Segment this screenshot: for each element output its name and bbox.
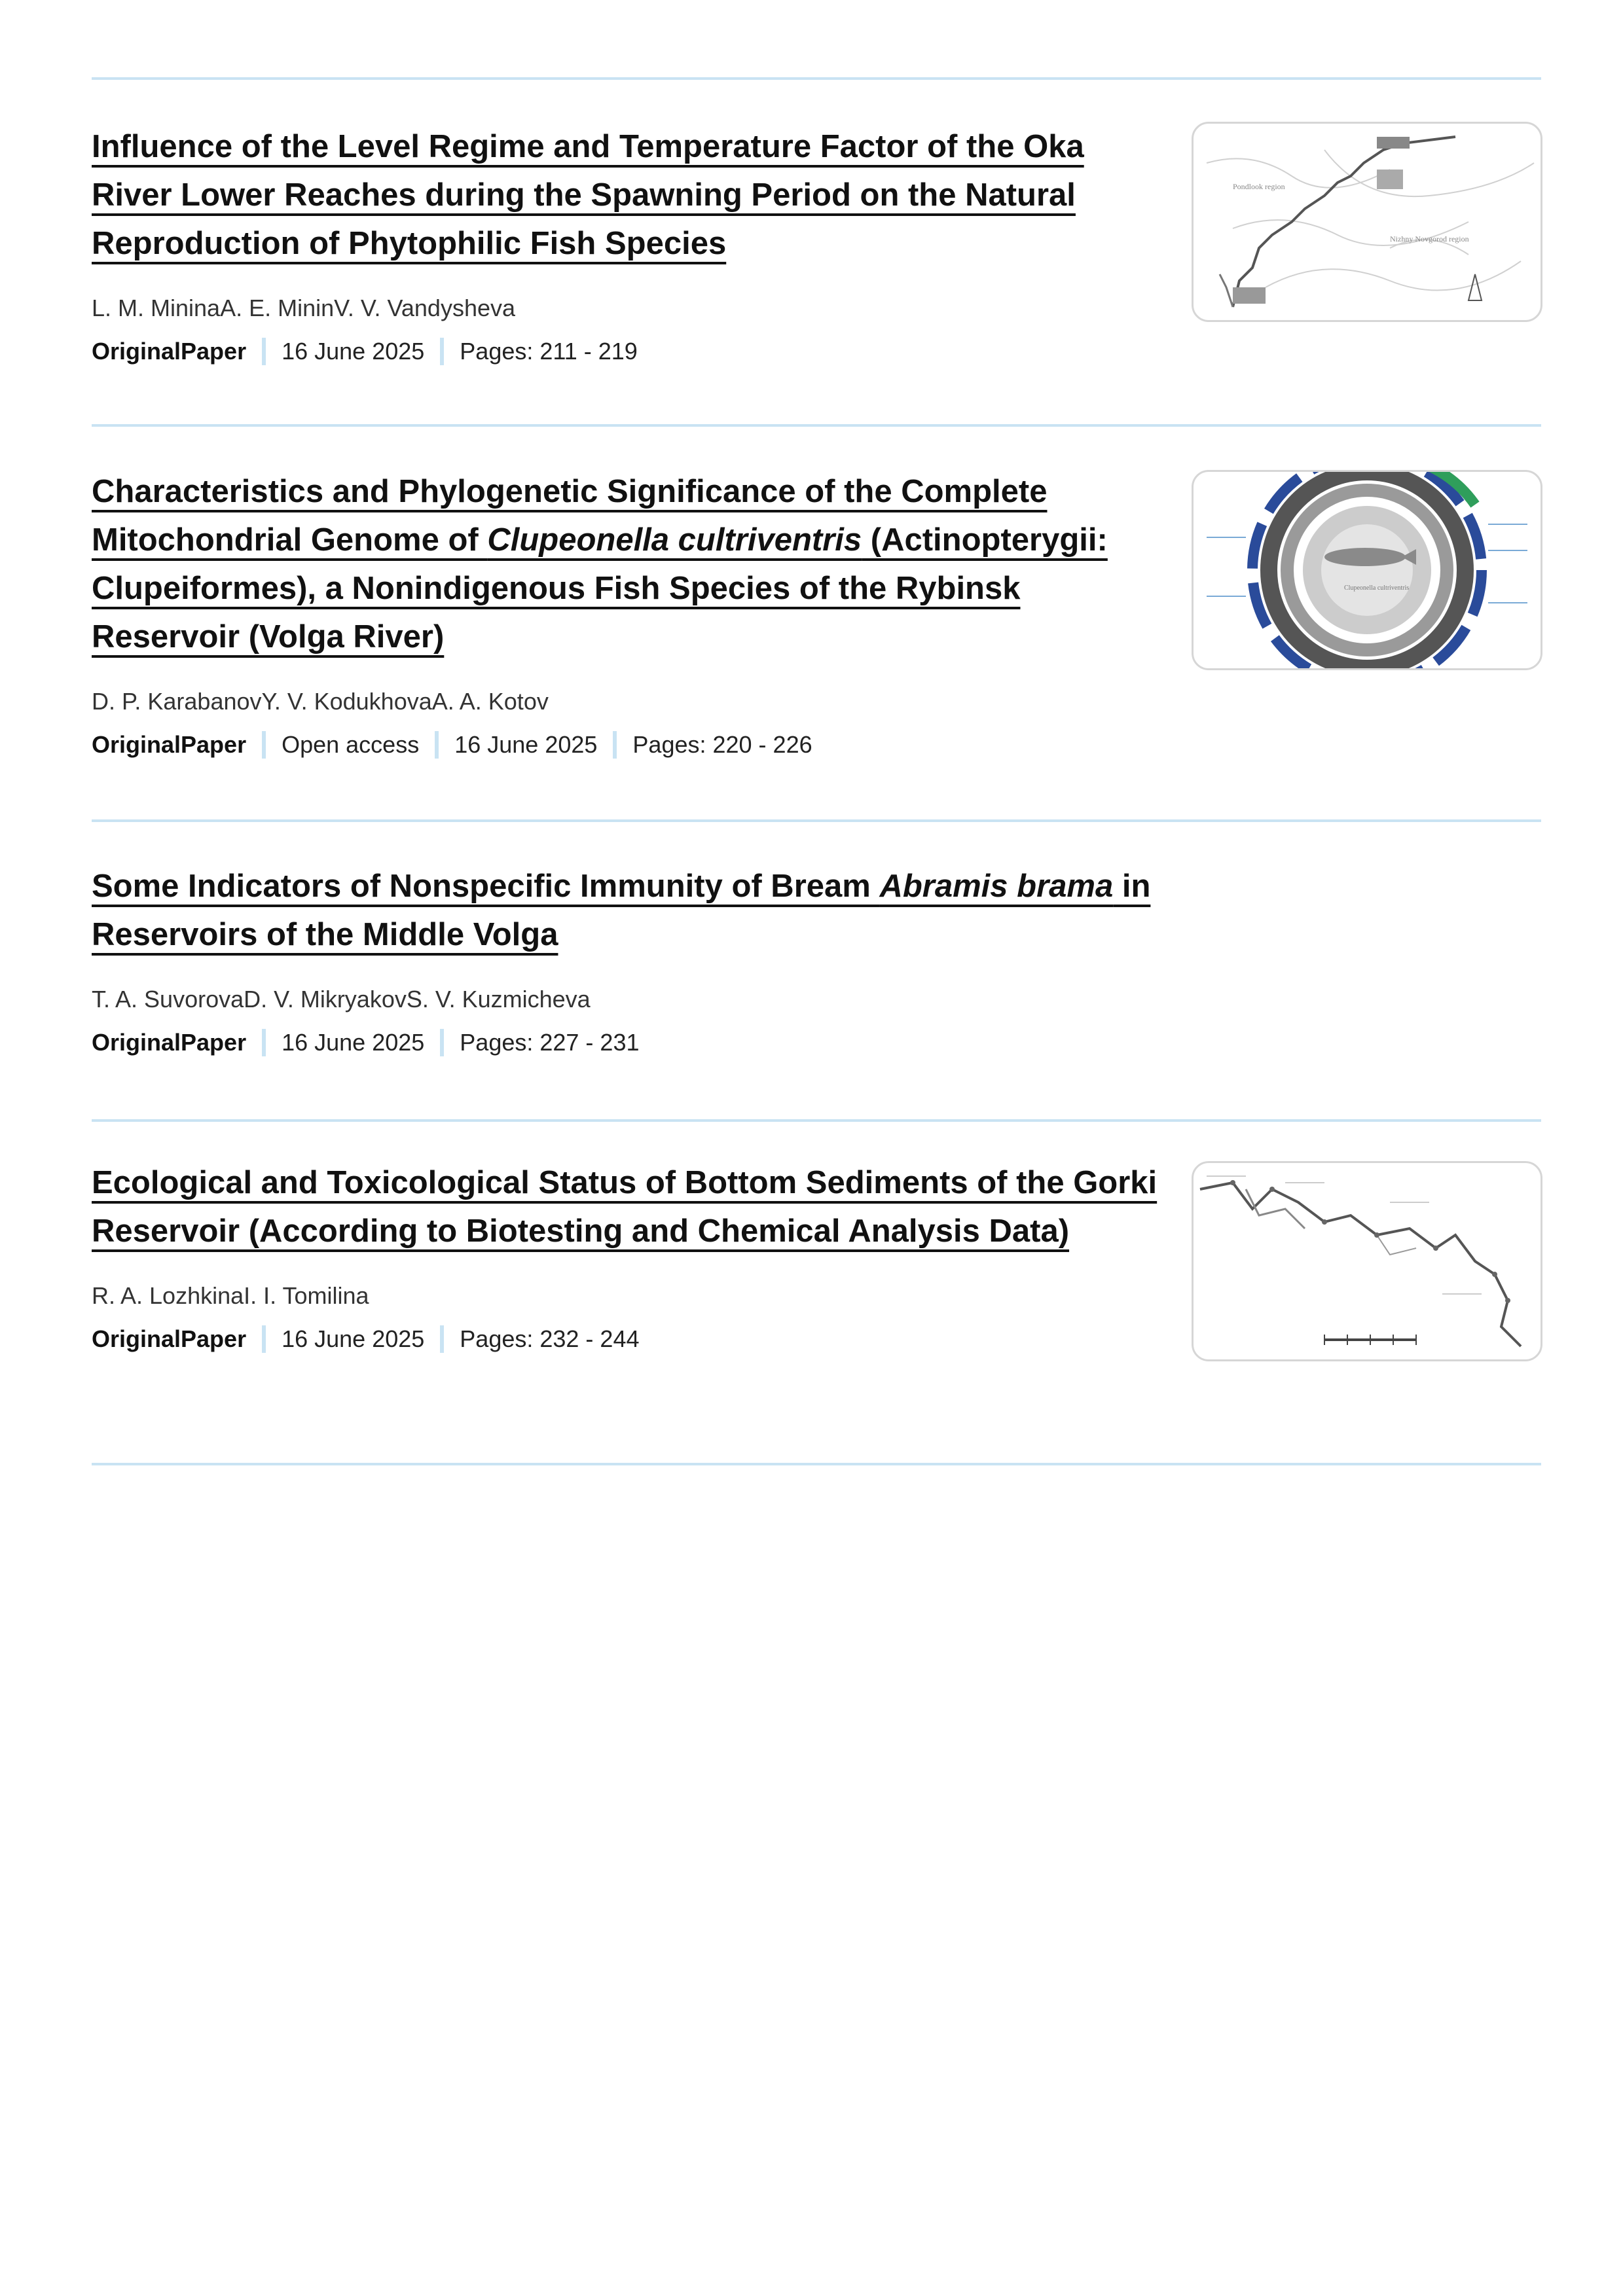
- meta-separator: [440, 338, 444, 365]
- article-thumbnail[interactable]: [1192, 122, 1542, 322]
- mitochondrial-genome-map-figure: [1194, 472, 1541, 668]
- species-name: Clupeonella cultriventris: [487, 522, 862, 558]
- article-title-link[interactable]: [92, 467, 1172, 661]
- article-title-text: Influence of the Level Regime and Temperature Factor of the Oka River Lower Reaches during the Spawning Period on the Natural Reproduction of Phytophilic Fish Species: [92, 129, 1084, 261]
- publish-date: 16 June 2025: [282, 1029, 425, 1056]
- species-name: Abramis brama: [879, 869, 1114, 904]
- article-meta: [92, 1028, 1541, 1057]
- title-text-part: Some Indicators of Nonspecific Immunity of Bream: [92, 869, 880, 904]
- publish-date: 16 June 2025: [454, 731, 598, 758]
- meta-separator: [440, 1325, 444, 1353]
- article-authors: D. P. KarabanovY. V. KodukhovaA. A. Kotov: [92, 688, 549, 715]
- article-type: OriginalPaper: [92, 1029, 247, 1056]
- meta-separator: [440, 1029, 444, 1056]
- publish-date: 16 June 2025: [282, 338, 425, 365]
- reservoir-map-figure: [1194, 1163, 1541, 1359]
- meta-separator: [435, 731, 439, 759]
- svg-text:Pondlook region: Pondlook region: [1233, 182, 1285, 191]
- divider: [92, 819, 1541, 822]
- article-meta: [92, 337, 1541, 366]
- svg-text:Nizhny Novgorod region: Nizhny Novgorod region: [1390, 234, 1469, 243]
- meta-separator: [262, 1029, 266, 1056]
- meta-separator: [613, 731, 617, 759]
- article-title-text: [92, 869, 1150, 952]
- article-title-text: [92, 474, 1108, 655]
- article-title-link[interactable]: [92, 122, 1172, 268]
- meta-separator: [262, 1325, 266, 1353]
- meta-separator: [262, 338, 266, 365]
- title-text-part: Characteristics and Phylogenetic Significance of the Complete Mitochondrial Genome of: [92, 474, 1048, 558]
- svg-text:Clupeonella cultriventris: Clupeonella cultriventris: [1344, 584, 1410, 592]
- article-authors: L. M. MininaA. E. MininV. V. Vandysheva: [92, 295, 516, 321]
- divider: [92, 424, 1541, 427]
- article-thumbnail[interactable]: [1192, 470, 1542, 670]
- article-type: OriginalPaper: [92, 1325, 247, 1352]
- title-text-part: in Reservoirs of the Middle Volga: [92, 869, 1151, 952]
- divider: [92, 1119, 1541, 1122]
- page-range: Pages: 227 - 231: [460, 1029, 640, 1056]
- article-thumbnail[interactable]: [1192, 1161, 1542, 1361]
- article-type: OriginalPaper: [92, 731, 247, 758]
- article-title-link[interactable]: [92, 862, 1172, 959]
- page-range: Pages: 211 - 219: [460, 338, 638, 365]
- page-range: Pages: 220 - 226: [632, 731, 812, 758]
- article-authors: R. A. LozhkinaI. I. Tomilina: [92, 1282, 369, 1309]
- article-item: [92, 862, 1541, 1057]
- page-range: Pages: 232 - 244: [460, 1325, 640, 1352]
- access-badge: Open access: [282, 731, 420, 758]
- article-title-link[interactable]: [92, 1158, 1172, 1255]
- article-authors: T. A. SuvorovaD. V. MikryakovS. V. Kuzmicheva: [92, 986, 591, 1013]
- meta-separator: [262, 731, 266, 759]
- river-map-figure: [1194, 124, 1541, 320]
- article-meta: [92, 730, 1541, 759]
- publish-date: 16 June 2025: [282, 1325, 425, 1352]
- divider: [92, 77, 1541, 80]
- divider: [92, 1463, 1541, 1465]
- title-text-part: (Actinopterygii: Clupeiformes), a Nonindigenous Fish Species of the Rybinsk Reservoir (Volga River): [92, 522, 1108, 655]
- article-title-text: Ecological and Toxicological Status of Bottom Sediments of the Gorki Reservoir (According to Biotesting and Chemical Analysis Data): [92, 1165, 1158, 1249]
- article-type: OriginalPaper: [92, 338, 247, 365]
